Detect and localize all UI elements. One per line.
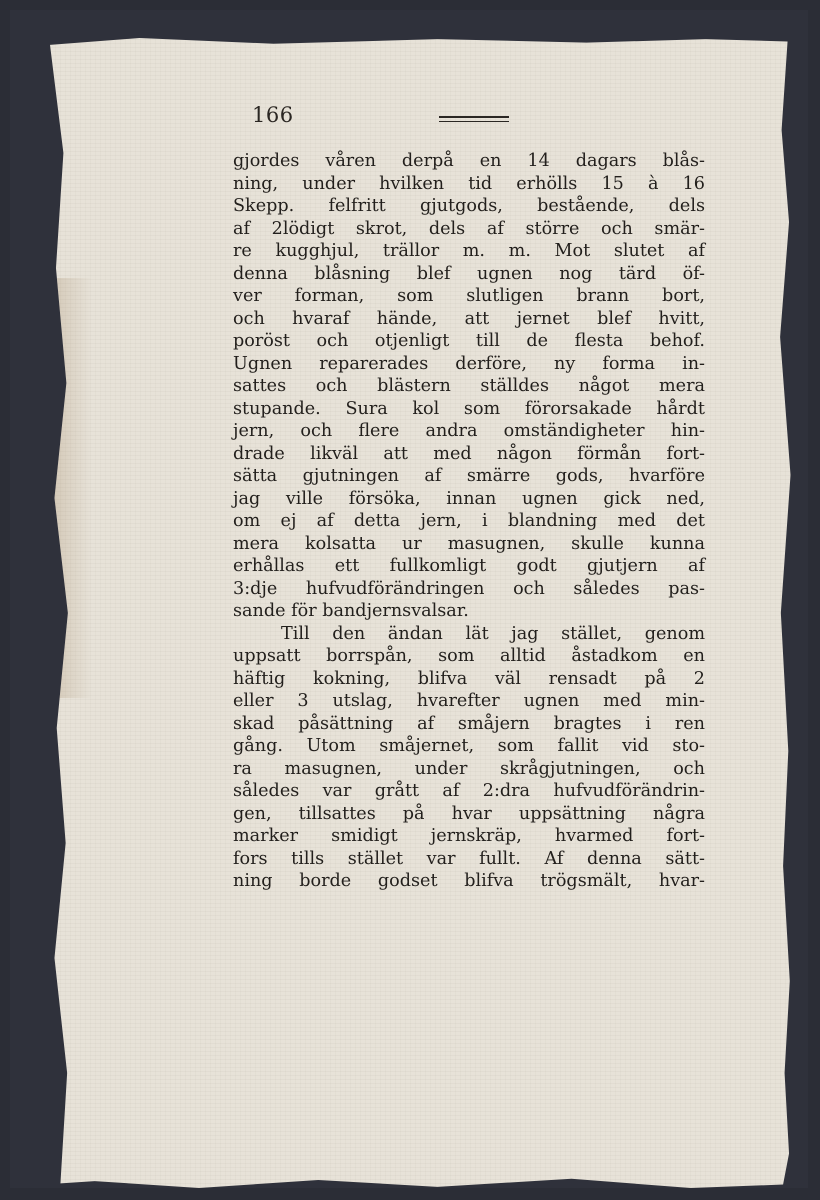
text-line: jern, och flere andra omständigheter hin-: [233, 421, 705, 441]
text-line: således var grått af 2:dra hufvudförändrin-: [233, 781, 705, 801]
text-line: mera kolsatta ur masugnen, skulle kunna: [233, 533, 705, 554]
text-line: gen, tillsattes på hvar uppsättning några: [233, 803, 705, 824]
text-line: erhållas ett fullkomligt godt gjutjern af: [233, 556, 705, 576]
text-line: re kugghjul, trällor m. m. Mot slutet af: [233, 241, 705, 261]
page-number: 166: [252, 103, 294, 127]
text-line: och hvaraf hände, att jernet blef hvitt,: [233, 308, 705, 329]
text-line: ra masugnen, under skrågjutningen, och: [233, 758, 705, 779]
header-rule: [439, 116, 509, 118]
text-line: poröst och otjenligt till de flesta behof.: [233, 331, 705, 351]
body-text: [233, 150, 705, 893]
text-line: Skepp. felfritt gjutgods, bestående, dels: [233, 196, 705, 216]
text-line: eller 3 utslag, hvarefter ugnen med min-: [233, 691, 705, 711]
text-line: om ej af detta jern, i blandning med det: [233, 511, 705, 531]
text-line: marker smidigt jernskräp, hvarmed fort-: [233, 826, 705, 846]
text-line: ning borde godset blifva trögsmält, hvar-: [233, 871, 705, 891]
page-header: [252, 103, 512, 129]
text-line: ver forman, som slutligen brann bort,: [233, 286, 705, 306]
text-line: sattes och blästern ställdes något mera: [233, 376, 705, 396]
paragraph-end-line: sande för bandjernsvalsar.: [233, 601, 469, 621]
text-line: drade likväl att med någon förmån fort-: [233, 443, 705, 464]
text-line: denna blåsning blef ugnen nog tärd öf-: [233, 263, 705, 284]
text-line: fors tills stället var fullt. Af denna sätt-: [233, 848, 705, 869]
text-line: ning, under hvilken tid erhölls 15 à 16: [233, 173, 705, 194]
text-line: af 2lödigt skrot, dels af större och smär-: [233, 218, 705, 239]
page-edge-stain: [50, 278, 92, 698]
text-line: sätta gjutningen af smärre gods, hvarföre: [233, 466, 705, 486]
text-line: uppsatt borrspån, som alltid åstadkom en: [233, 646, 705, 666]
text-line: gjordes våren derpå en 14 dagars blås-: [233, 151, 705, 171]
text-line: skad påsättning af småjern bragtes i ren: [233, 713, 705, 734]
text-line: stupande. Sura kol som förorsakade hårdt: [233, 398, 705, 419]
text-line: häftig kokning, blifva väl rensadt på 2: [233, 668, 705, 689]
text-line: jag ville försöka, innan ugnen gick ned,: [233, 488, 705, 509]
text-line: Ugnen reparerades derföre, ny forma in-: [233, 353, 705, 374]
paragraph-start-line: Till den ändan lät jag stället, genom: [281, 623, 705, 644]
text-line: 3:dje hufvudförändringen och således pas-: [233, 578, 705, 599]
text-line: gång. Utom småjernet, som fallit vid sto-: [233, 736, 705, 756]
